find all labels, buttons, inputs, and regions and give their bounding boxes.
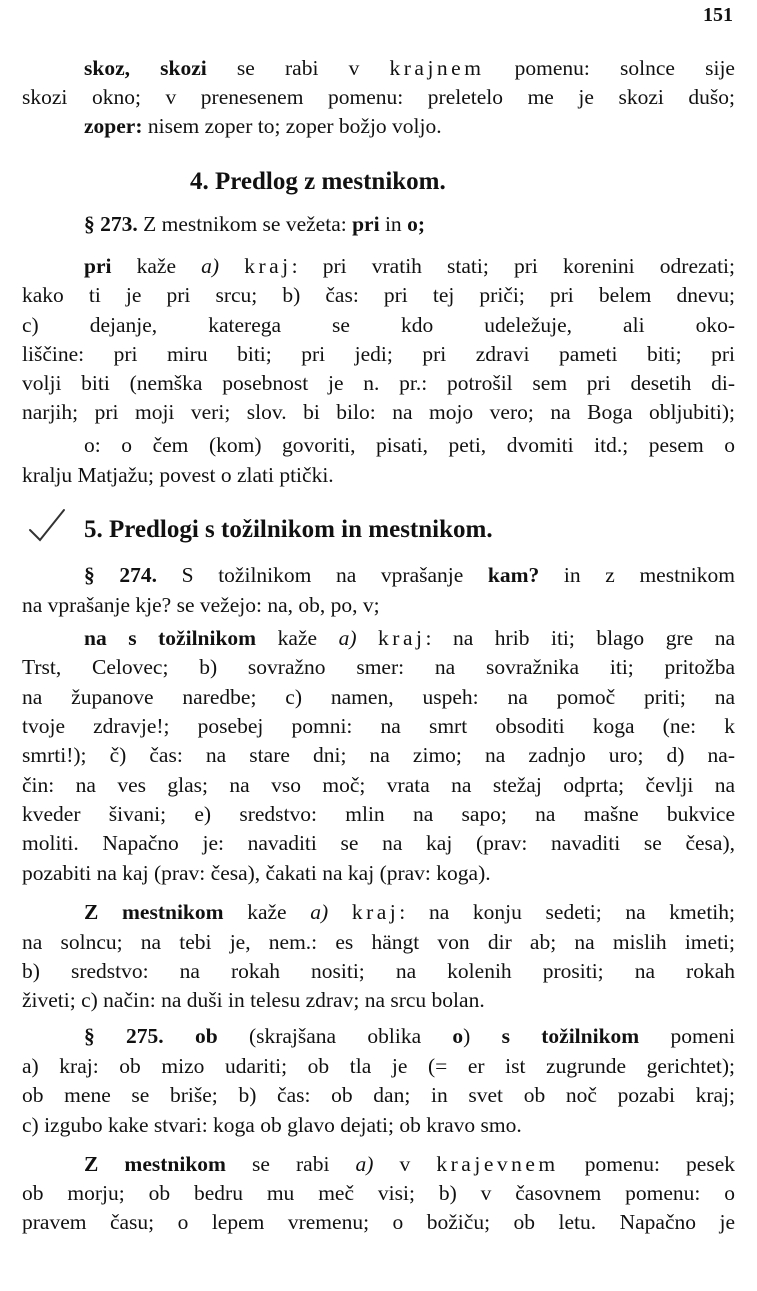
section-heading: 4. Predlog z mestnikom. [190,168,446,195]
text-line: smrti!); č) čas: na stare dni; na zimo; na zadnjo uro; d) na- [22,743,735,767]
text-line: Z mestnikom kaže a) kraj: na konju sedeti; na kmetih; [84,900,735,924]
text-line: Z mestnikom se rabi a) v krajevnem pomenu: pesek [84,1152,735,1176]
section-heading: 5. Predlogi s tožilnikom in mestnikom. [84,516,493,543]
text-line: na vprašanje kje? se vežejo: na, ob, po, v; [22,593,380,617]
text-line: ob mene se briše; b) čas: ob dan; in svet ob noč pozabi kraj; [22,1083,735,1107]
keyword: zoper: [84,114,143,138]
text-line: na solncu; na tebi je, nem.: es hängt von dir ab; na mislih imeti; [22,930,735,954]
text-line: o: o čem (kom) govoriti, pisati, peti, dvomiti itd.; pesem o [84,433,735,457]
text-line: a) kraj: ob mizo udariti; ob tla je (= er ist zugrunde gerichtet); [22,1054,735,1078]
text-line: c) dejanje, katerega se kdo udeležuje, ali oko- [22,313,735,337]
text-line: pri kaže a) kraj: pri vratih stati; pri korenini odrezati; [84,254,735,278]
text-line: moliti. Napačno je: navaditi se na kaj (prav: navaditi se česa), [22,831,735,855]
page-number: 151 [703,4,733,26]
text-line: § 274. S tožilnikom na vprašanje kam? in z mestnikom [84,563,735,587]
pencil-checkmark-icon [28,508,68,544]
text-line: kralju Matjažu; povest o zlati ptički. [22,463,334,487]
text-line: na županove naredbe; c) namen, uspeh: na pomoč priti; na [22,685,735,709]
text-line: pravem času; o lepem vremenu; o božiču; ob letu. Napačno je [22,1210,735,1234]
keyword: skoz, skozi [84,56,207,80]
text-line: ob morju; ob bedru mu meč visi; b) v časovnem pomenu: o [22,1181,735,1205]
text-line: zoper: nisem zoper to; zoper božjo voljo. [84,114,442,138]
text-line: skozi okno; v prenesenem pomenu: preletelo me je skozi dušo; [22,85,735,109]
text-line: na s tožilnikom kaže a) kraj: na hrib iti; blago gre na [84,626,735,650]
text-line: volji biti (nemška posebnost je n. pr.: potrošil sem pri desetih di- [22,371,735,395]
text-line: kveder šivani; e) sredstvo: mlin na sapo; na mašne bukvice [22,802,735,826]
text-line: § 275. ob (skrajšana oblika o) s tožilnikom pomeni [84,1024,735,1048]
text-line: kako ti je pri srcu; b) čas: pri tej priči; pri belem dnevu; [22,283,735,307]
text-line: liščine: pri miru biti; pri jedi; pri zdravi pameti biti; pri [22,342,735,366]
text-line: živeti; c) način: na duši in telesu zdrav; na srcu bolan. [22,988,485,1012]
text-line: Trst, Celovec; b) sovražno smer: na sovražnika iti; pritožba [22,655,735,679]
text-line: b) sredstvo: na rokah nositi; na kolenih prositi; na rokah [22,959,735,983]
text-line: tvoje zdravje!; posebej pomni: na smrt obsoditi koga (ne: k [22,714,735,738]
text-line: narjih; pri moji veri; slov. bi bilo: na mojo vero; na Boga obljubiti); [22,400,735,424]
text-line: § 273. Z mestnikom se vežeta: pri in o; [84,212,425,236]
text-line: skoz, skozi se rabi v krajnem pomenu: solnce sije [84,56,735,80]
text-line: pozabiti na kaj (prav: česa), čakati na kaj (prav: koga). [22,861,491,885]
text-line: c) izgubo kake stvari: koga ob glavo dejati; ob kravo smo. [22,1113,522,1137]
text-line: čin: na ves glas; na vso moč; vrata na stežaj odprta; čevlji na [22,773,735,797]
